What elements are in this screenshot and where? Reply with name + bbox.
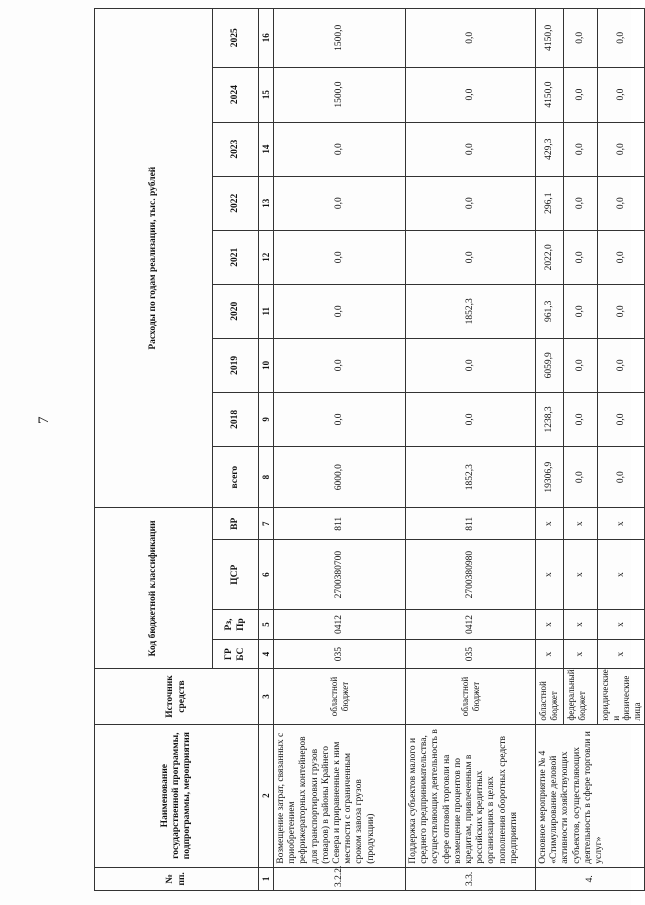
- row-value: 1238,3: [536, 392, 564, 446]
- row-value: 0,0: [564, 176, 598, 230]
- header-year: 2024: [213, 67, 259, 122]
- row-grbs: x: [564, 639, 598, 669]
- row-value: 6059,9: [536, 338, 564, 392]
- row-number: 3.2.2.: [274, 867, 406, 890]
- row-value: 0,0: [406, 230, 536, 284]
- header-name: Наименование государственной программы, подпрограммы, мероприятия: [95, 724, 259, 867]
- header-year: 2021: [213, 230, 259, 284]
- row-rzpr: x: [536, 610, 564, 640]
- row-vr: x: [598, 508, 645, 540]
- table-row: [536, 9, 564, 891]
- row-value: 0,0: [274, 122, 406, 176]
- row-value: 0,0: [564, 122, 598, 176]
- row-name: Возмещение затрат, связанных с приобретением рефрижераторных контейнеров для транспортировки грузов (товаров) в районы Крайнего Севера и приравненные к ним местности с ограниченным сроком завоза грузов (продукции): [274, 724, 406, 867]
- header-rzpr: Рз, Пр: [213, 610, 259, 640]
- row-rzpr: x: [564, 610, 598, 640]
- table-row: [274, 9, 406, 891]
- row-value: 1852,3: [406, 284, 536, 338]
- row-value: 0,0: [564, 284, 598, 338]
- header-year: 2019: [213, 338, 259, 392]
- column-number: 6: [259, 540, 274, 610]
- row-value: 0,0: [564, 67, 598, 122]
- column-number: 13: [259, 176, 274, 230]
- row-csr: 2700380980: [406, 540, 536, 610]
- row-value: 4150,0: [536, 67, 564, 122]
- row-source: областной бюджет: [274, 669, 406, 724]
- row-grbs: x: [598, 639, 645, 669]
- row-value: 0,0: [406, 176, 536, 230]
- budget-table-rotated: [94, 8, 642, 891]
- row-name: Основное мероприятие № 4 «Стимулирование деловой активности хозяйствующих субъектов, осуществляющих деятельность в сфере торговли и услуг»: [536, 724, 645, 867]
- row-value: 0,0: [598, 392, 645, 446]
- row-value: 0,0: [564, 230, 598, 284]
- row-value: 961,3: [536, 284, 564, 338]
- row-csr: x: [598, 540, 645, 610]
- header-year: 2023: [213, 122, 259, 176]
- row-value: 0,0: [274, 176, 406, 230]
- page-number: 7: [36, 416, 52, 424]
- column-number: 3: [259, 669, 274, 724]
- row-total: 1852,3: [406, 446, 536, 507]
- column-number: 16: [259, 9, 274, 68]
- row-value: 0,0: [598, 9, 645, 68]
- row-value: 1500,0: [274, 9, 406, 68]
- row-value: 0,0: [406, 67, 536, 122]
- row-source: федеральный бюджет: [564, 669, 598, 724]
- column-number: 7: [259, 508, 274, 540]
- row-source: областной бюджет: [536, 669, 564, 724]
- row-grbs: 035: [406, 639, 536, 669]
- row-value: 0,0: [274, 392, 406, 446]
- row-source: областной бюджет: [406, 669, 536, 724]
- header-total: всего: [213, 446, 259, 507]
- header-year: 2022: [213, 176, 259, 230]
- header-year: 2020: [213, 284, 259, 338]
- row-total: 6000,0: [274, 446, 406, 507]
- row-csr: x: [564, 540, 598, 610]
- row-value: 0,0: [598, 338, 645, 392]
- row-number: 4.: [536, 867, 645, 890]
- header-grbs: ГР БС: [213, 639, 259, 669]
- row-value: 0,0: [598, 230, 645, 284]
- row-name: Поддержка субъектов малого и среднего предпринимательства, осуществляющих деятельность в сфере оптовой торговли на возмещение процентов по кредитам, привлеченным в российских кредитных организациях в целях пополнения оборотных средств предприятия: [406, 724, 536, 867]
- column-number: 4: [259, 639, 274, 669]
- column-number: 9: [259, 392, 274, 446]
- column-number-row: [259, 9, 274, 891]
- row-csr: x: [536, 540, 564, 610]
- row-rzpr: x: [598, 610, 645, 640]
- row-value: 2022,0: [536, 230, 564, 284]
- row-source: юридические и физические лица: [598, 669, 645, 724]
- row-value: 0,0: [406, 122, 536, 176]
- header-vr: ВР: [213, 508, 259, 540]
- column-number: 1: [259, 867, 274, 890]
- row-value: 0,0: [598, 176, 645, 230]
- header-csr: ЦСР: [213, 540, 259, 610]
- header-source: Источник средств: [95, 669, 259, 724]
- row-value: 0,0: [406, 338, 536, 392]
- row-total: 0,0: [564, 446, 598, 507]
- row-value: 1500,0: [274, 67, 406, 122]
- header-year: 2018: [213, 392, 259, 446]
- row-value: 0,0: [406, 392, 536, 446]
- row-value: 0,0: [564, 392, 598, 446]
- row-value: 0,0: [598, 122, 645, 176]
- row-value: 296,1: [536, 176, 564, 230]
- header-budget-code: Код бюджетной классификации: [95, 508, 213, 669]
- row-vr: 811: [406, 508, 536, 540]
- row-csr: 2700380700: [274, 540, 406, 610]
- table-row: [406, 9, 536, 891]
- row-grbs: 035: [274, 639, 406, 669]
- header-year: 2025: [213, 9, 259, 68]
- row-vr: x: [536, 508, 564, 540]
- row-value: 0,0: [598, 67, 645, 122]
- row-total: 19306,9: [536, 446, 564, 507]
- column-number: 14: [259, 122, 274, 176]
- header-no: № пп.: [95, 867, 259, 890]
- column-number: 11: [259, 284, 274, 338]
- header-expenses: Расходы по годам реализации, тыс. рублей: [95, 9, 213, 508]
- column-number: 15: [259, 67, 274, 122]
- row-value: 0,0: [598, 284, 645, 338]
- column-number: 10: [259, 338, 274, 392]
- row-value: 4150,0: [536, 9, 564, 68]
- row-number: 3.3.: [406, 867, 536, 890]
- row-value: 0,0: [274, 284, 406, 338]
- row-value: 0,0: [274, 338, 406, 392]
- row-rzpr: 0412: [406, 610, 536, 640]
- row-total: 0,0: [598, 446, 645, 507]
- row-value: 0,0: [274, 230, 406, 284]
- column-number: 2: [259, 724, 274, 867]
- column-number: 8: [259, 446, 274, 507]
- row-value: 429,3: [536, 122, 564, 176]
- row-value: 0,0: [564, 338, 598, 392]
- row-value: 0,0: [406, 9, 536, 68]
- row-rzpr: 0412: [274, 610, 406, 640]
- row-value: 0,0: [564, 9, 598, 68]
- row-grbs: x: [536, 639, 564, 669]
- column-number: 12: [259, 230, 274, 284]
- row-vr: 811: [274, 508, 406, 540]
- budget-table: [94, 8, 645, 891]
- column-number: 5: [259, 610, 274, 640]
- row-vr: x: [564, 508, 598, 540]
